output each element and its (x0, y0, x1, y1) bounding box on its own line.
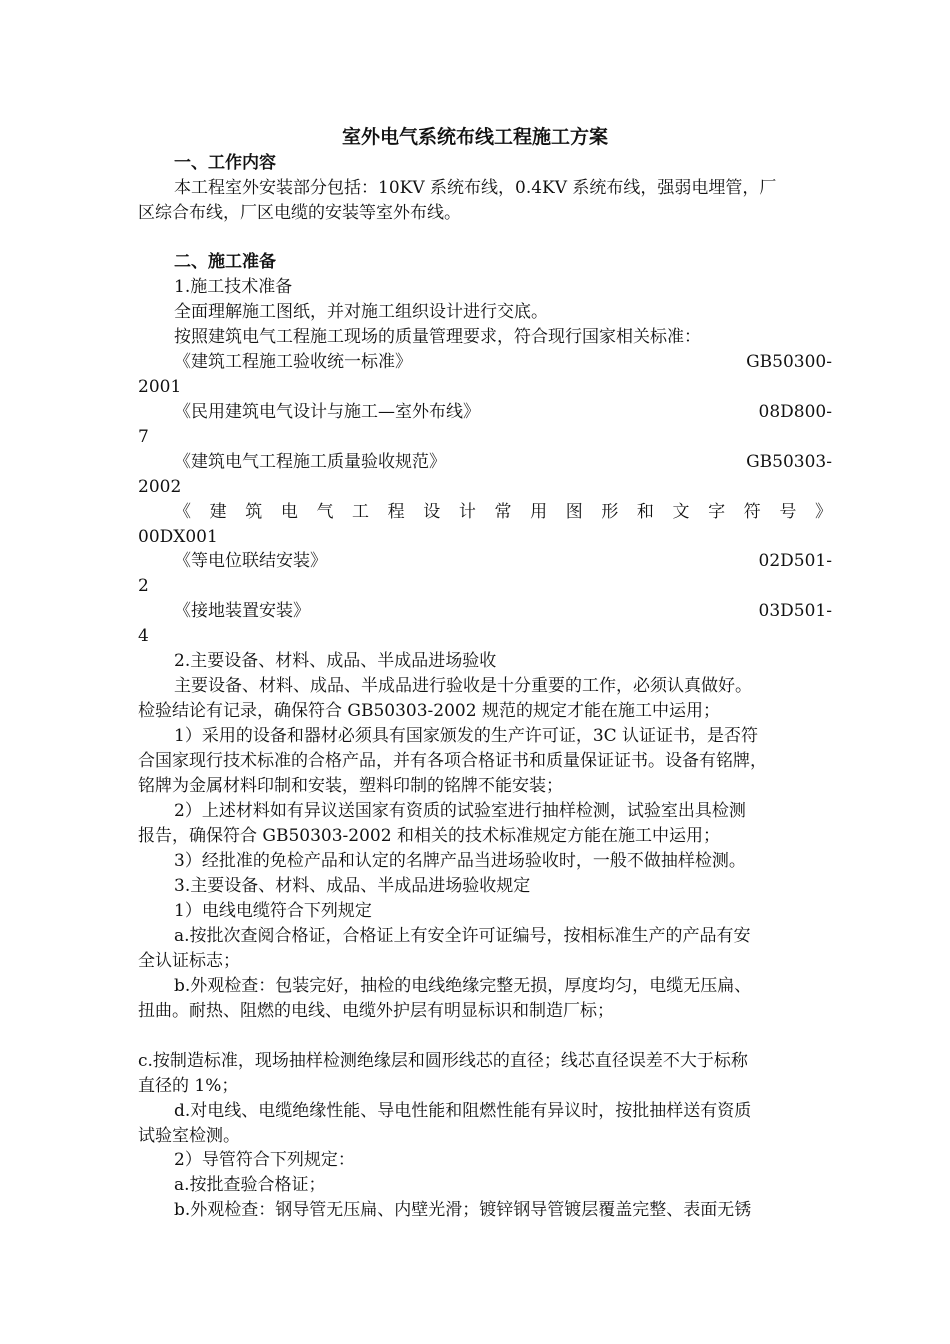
subsection-heading: 2.主要设备、材料、成品、半成品进场验收 (174, 651, 497, 671)
paragraph-line: c.按制造标准，现场抽样检测绝缘层和圆形线芯的直径；线芯直径误差不大于标称 (138, 1051, 748, 1071)
standard-code-tail: 2002 (138, 477, 182, 497)
paragraph-line: 本工程室外安装部分包括：10KV 系统布线，0.4KV 系统布线，强弱电埋管，厂 (174, 178, 777, 198)
standard-code-tail: 2 (138, 576, 149, 596)
spaced-char: 电 (280, 502, 298, 522)
paragraph-line: b.外观检查：包装完好，抽检的电线绝缘完整无损，厚度均匀，电缆无压扁、 (174, 976, 752, 996)
spaced-char: 和 (636, 502, 654, 522)
standard-code-tail: 7 (138, 427, 149, 447)
paragraph-line: 主要设备、材料、成品、半成品进行验收是十分重要的工作，必须认真做好。 (174, 676, 752, 696)
standard-ref (174, 450, 832, 475)
spaced-char: 工 (352, 502, 370, 522)
standard-code-tail: 00DX001 (138, 527, 218, 547)
paragraph-line: d.对电线、电缆绝缘性能、导电性能和阻燃性能有异议时，按批抽样送有资质 (174, 1101, 752, 1121)
spaced-char: 图 (565, 502, 583, 522)
standard-ref (174, 599, 832, 624)
section-heading-1: 一、工作内容 (174, 153, 276, 173)
standard-name: 《建筑工程施工验收统一标准》 (174, 352, 412, 372)
spaced-char: 文 (672, 502, 690, 522)
spaced-char: 》 (814, 502, 832, 522)
paragraph-line: 3）经批准的免检产品和认定的名牌产品当进场验收时，一般不做抽样检测。 (174, 851, 746, 871)
subsection-heading: 3.主要设备、材料、成品、半成品进场验收规定 (174, 876, 531, 896)
paragraph-line: 2）导管符合下列规定： (174, 1150, 355, 1170)
paragraph-line: b.外观检查：钢导管无压扁、内壁光滑；镀锌钢导管镀层覆盖完整、表面无锈 (174, 1200, 752, 1220)
paragraph-line: 合国家现行技术标准的合格产品，并有各项合格证书和质量保证证书。设备有铭牌， (138, 751, 767, 771)
standard-ref (174, 400, 832, 425)
paragraph-line: a.按批次查阅合格证，合格证上有安全许可证编号，按相标准生产的产品有安 (174, 926, 751, 946)
standard-code: GB50300- (746, 352, 832, 372)
paragraph-line: 2）上述材料如有异议送国家有资质的试验室进行抽样检测，试验室出具检测 (174, 801, 746, 821)
paragraph-line: 直径的 1%； (138, 1076, 239, 1096)
paragraph-line: 1）电线电缆符合下列规定 (174, 901, 372, 921)
section-heading-2: 二、施工准备 (174, 252, 276, 272)
paragraph-line: 1）采用的设备和器材必须具有国家颁发的生产许可证，3C 认证证书，是否符 (174, 726, 759, 746)
paragraph-line: 试验室检测。 (138, 1126, 240, 1146)
spaced-char: 程 (387, 502, 405, 522)
standard-code: GB50303- (746, 452, 832, 472)
spaced-char: 形 (601, 502, 619, 522)
spaced-char: 《 (174, 502, 191, 522)
paragraph-line: a.按批查验合格证； (174, 1175, 326, 1195)
spaced-char: 设 (423, 502, 441, 522)
spaced-char: 常 (494, 502, 512, 522)
paragraph-line: 扭曲。耐热、阻燃的电线、电缆外护层有明显标识和制造厂标； (138, 1001, 614, 1021)
standard-name: 《民用建筑电气设计与施工—室外布线》 (174, 402, 480, 422)
spaced-char: 建 (209, 502, 227, 522)
paragraph-line: 按照建筑电气工程施工现场的质量管理要求，符合现行国家相关标准： (174, 327, 701, 347)
standard-code-tail: 4 (138, 626, 149, 646)
standard-ref (174, 549, 832, 574)
spaced-char: 气 (316, 502, 334, 522)
document-title: 室外电气系统布线工程施工方案 (341, 126, 608, 148)
standard-ref (174, 350, 832, 375)
standard-ref-spaced (174, 500, 832, 525)
standard-name: 《等电位联结安装》 (174, 551, 327, 571)
paragraph-line: 全面理解施工图纸，并对施工组织设计进行交底。 (174, 302, 548, 322)
standard-name: 《接地装置安装》 (174, 601, 310, 621)
paragraph-line: 铭牌为金属材料印制和安装，塑料印制的铭牌不能安装； (138, 776, 563, 796)
paragraph-line: 报告，确保符合 GB50303-2002 和相关的技术标准规定方能在施工中运用； (138, 826, 720, 846)
paragraph-line: 检验结论有记录，确保符合 GB50303-2002 规范的规定才能在施工中运用； (138, 701, 720, 721)
subsection-heading: 1.施工技术准备 (174, 277, 293, 297)
spaced-char: 计 (458, 502, 476, 522)
paragraph-line: 区综合布线，厂区电缆的安装等室外布线。 (138, 203, 461, 223)
spaced-char: 筑 (245, 502, 263, 522)
spaced-char: 符 (743, 502, 761, 522)
standard-code-tail: 2001 (138, 377, 182, 397)
standard-code: 08D800- (758, 402, 832, 422)
standard-code: 03D501- (758, 601, 832, 621)
standard-code: 02D501- (758, 551, 832, 571)
spaced-char: 字 (708, 502, 726, 522)
standard-name: 《建筑电气工程施工质量验收规范》 (174, 452, 446, 472)
paragraph-line: 全认证标志； (138, 951, 240, 971)
spaced-char: 号 (779, 502, 797, 522)
spaced-char: 用 (530, 502, 548, 522)
